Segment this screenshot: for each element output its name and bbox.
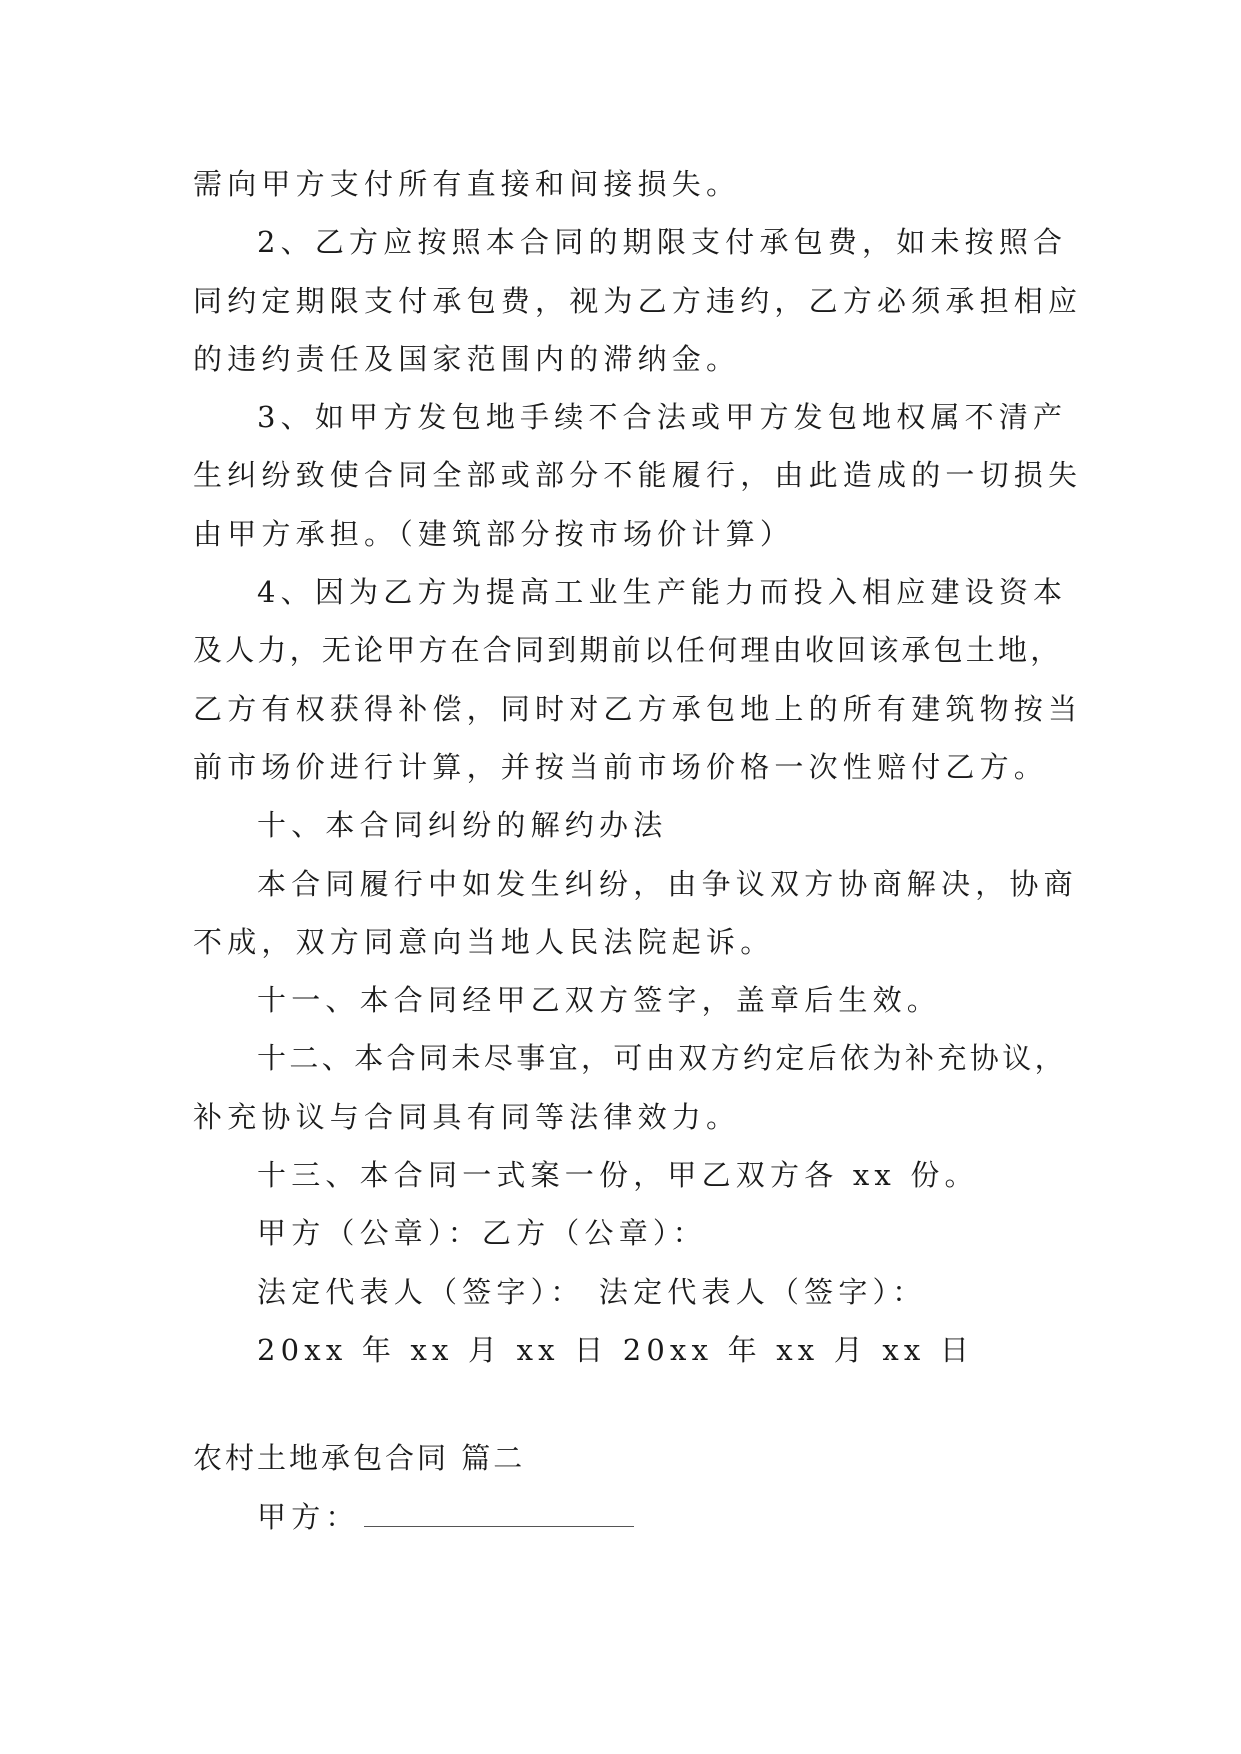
- paragraph-line: 十二、本合同未尽事宜，可由双方约定后依为补充协议，: [257, 1041, 1068, 1076]
- paragraph-line: 十三、本合同一式案一份，甲乙双方各 xx 份。: [257, 1158, 979, 1193]
- paragraph-line: 补充协议与合同具有同等法律效力。: [193, 1099, 741, 1134]
- paragraph-line: 十一、本合同经甲乙双方签字，盖章后生效。: [257, 983, 942, 1018]
- party-a-label: 甲方：: [257, 1499, 360, 1534]
- paragraph-line: 及人力，无论甲方在合同到期前以任何理由收回该承包土地，: [193, 633, 1063, 668]
- paragraph-line: 同约定期限支付承包费，视为乙方违约，乙方必须承担相应: [193, 283, 1083, 318]
- party-a-row: [193, 1488, 1055, 1546]
- paragraph-line: 乙方有权获得补偿，同时对乙方承包地上的所有建筑物按当: [193, 691, 1083, 726]
- paragraph-line: 生纠纷致使合同全部或部分不能履行，由此造成的一切损失: [193, 458, 1083, 493]
- signature-line-seal: 甲方（公章）：乙方（公章）：: [257, 1216, 707, 1251]
- paragraph-line: 的违约责任及国家范围内的滞纳金。: [193, 341, 741, 376]
- paragraph-line: 2、乙方应按照本合同的期限支付承包费，如未按照合: [257, 225, 1068, 260]
- section-gap: [193, 1379, 1055, 1429]
- party-a-fill-blank[interactable]: [364, 1500, 634, 1527]
- paragraph-line: 不成，双方同意向当地人民法院起诉。: [193, 924, 775, 959]
- signature-line-date: 20xx 年 xx 月 xx 日 20xx 年 xx 月 xx 日: [257, 1332, 975, 1367]
- paragraph-line: 前市场价进行计算，并按当前市场价格一次性赔付乙方。: [193, 749, 1049, 784]
- section-title: 农村土地承包合同 篇二: [193, 1441, 526, 1476]
- paragraph-line: 需向甲方支付所有直接和间接损失。: [193, 167, 741, 201]
- paragraph-line: 由甲方承担。（建筑部分按市场价计算）: [193, 516, 795, 551]
- document-page: [193, 155, 1083, 1546]
- paragraph-line: 本合同履行中如发生纠纷，由争议双方协商解决，协商: [257, 866, 1078, 901]
- signature-line-representative: 法定代表人（签字）： 法定代表人（签字）：: [257, 1274, 927, 1309]
- paragraph-line: 3、如甲方发包地手续不合法或甲方发包地权属不清产: [257, 400, 1068, 435]
- section-heading: 十、本合同纠纷的解约办法: [257, 808, 668, 843]
- paragraph-line: 4、因为乙方为提高工业生产能力而投入相应建设资本: [257, 575, 1068, 610]
